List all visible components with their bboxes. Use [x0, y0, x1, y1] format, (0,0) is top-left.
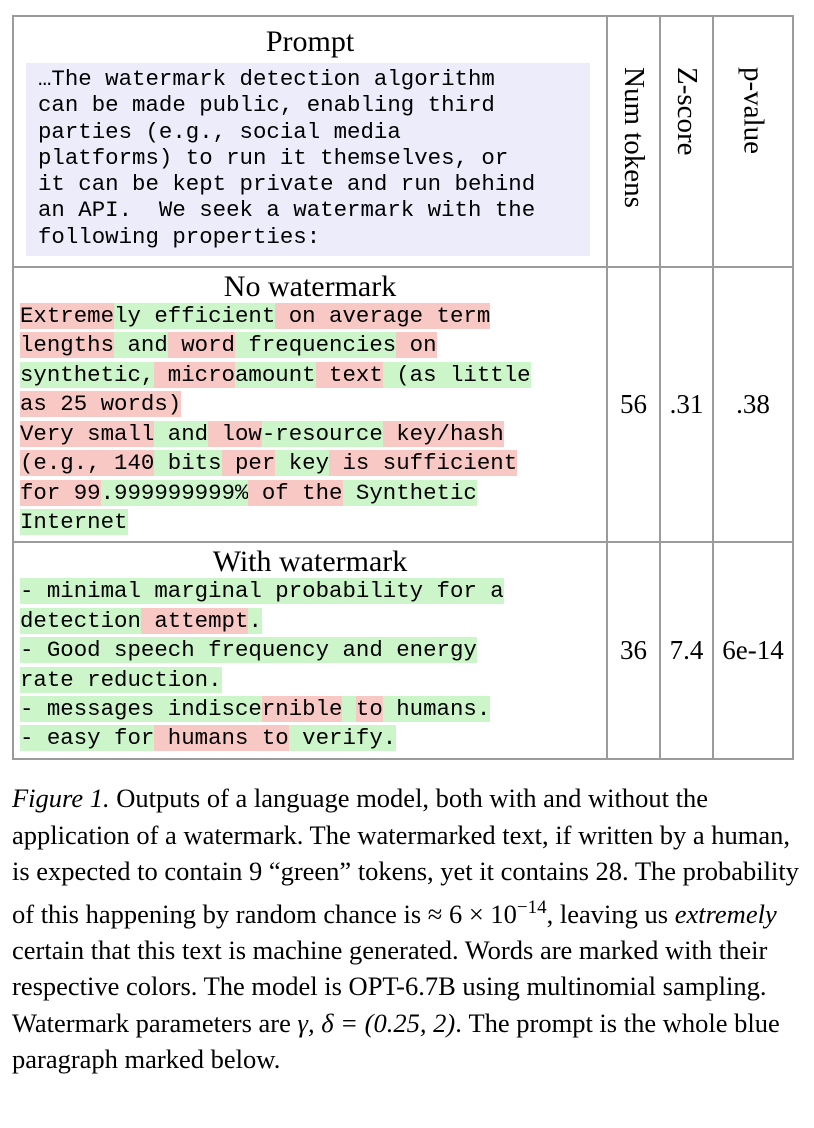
- z-score-header-label: Z-score: [671, 67, 703, 156]
- green-token: frequencies: [235, 332, 397, 359]
- green-token: key: [275, 450, 330, 477]
- token-line: [20, 607, 606, 636]
- token-line: [20, 577, 606, 606]
- green-token: synthetic,: [20, 361, 155, 388]
- red-token: word: [167, 332, 235, 359]
- prompt-text: …The watermark detection algorithm can be made public, enabling third parties (e.g., social media platforms) to run it themselves, or it can be kept private and run behind an API. We seek a watermark with the following properties:: [26, 63, 590, 256]
- caption-label: Figure 1.: [12, 783, 110, 813]
- green-token: -resource: [261, 420, 383, 447]
- token-line: [20, 361, 606, 390]
- green-token: - easy for: [20, 725, 155, 752]
- p-value-header: [713, 16, 793, 267]
- red-token: low: [208, 420, 262, 447]
- red-token: of the: [248, 479, 343, 506]
- green-token: Internet: [20, 508, 128, 535]
- green-token: amount: [235, 361, 316, 388]
- figure-table: [12, 15, 794, 760]
- caption-text-1: Outputs of a language model, both with and without the application of a watermark. The watermarked text, if written by a human, is expected to contain 9 “green” tokens, yet it contains 28. The probability of this happening by random chance is: [12, 783, 799, 929]
- z-score-header: [660, 16, 713, 267]
- token-line: [20, 695, 606, 724]
- red-token: (e.g., 140: [20, 450, 155, 477]
- green-token: .: [248, 607, 262, 634]
- prompt-title: Prompt: [265, 25, 355, 58]
- green-token: ly efficient: [114, 303, 276, 330]
- figure-caption: [12, 780, 804, 1078]
- red-token: text: [315, 361, 383, 388]
- red-token: Very small: [20, 420, 155, 447]
- caption-text-3: certain that this text is machine generated. Words are marked with their respective colors. The model is OPT-6.7B using multinomial sampling. Watermark parameters are: [12, 934, 768, 1038]
- green-token: bits: [154, 450, 222, 477]
- token-line: [20, 479, 606, 508]
- with-watermark-title: With watermark: [212, 545, 408, 579]
- green-token: detection: [20, 607, 141, 634]
- token-line: [20, 636, 606, 665]
- caption-emphasis: extremely: [674, 898, 777, 929]
- no-watermark-title: No watermark: [223, 270, 397, 304]
- caption-math-approx: ≈ 6 × 10: [427, 898, 517, 929]
- red-token: attempt: [140, 607, 249, 634]
- green-token: verify.: [288, 725, 397, 752]
- green-token: - minimal marginal probability for a: [20, 578, 504, 605]
- red-token: micro: [154, 361, 235, 388]
- with-watermark-z-score: 7.4: [660, 542, 713, 758]
- green-token: and: [154, 420, 209, 447]
- green-token: humans.: [382, 695, 491, 722]
- num-tokens-header: [607, 16, 660, 267]
- red-token: to: [355, 695, 383, 722]
- red-token: is sufficient: [329, 450, 518, 477]
- red-token: humans to: [154, 725, 289, 752]
- green-token: Synthetic: [342, 479, 477, 506]
- red-token: as 25 words): [20, 391, 182, 418]
- token-line: [20, 449, 606, 478]
- caption-text-2: , leaving us: [546, 898, 675, 929]
- red-token: per: [221, 450, 276, 477]
- red-token: for 99: [20, 479, 101, 506]
- no-watermark-text: [20, 302, 606, 537]
- red-token: on: [396, 332, 437, 359]
- green-token: (as little: [382, 361, 531, 388]
- token-line: [20, 302, 606, 331]
- red-token: lengths: [20, 332, 115, 359]
- with-watermark-p-value: 6e-14: [713, 542, 793, 758]
- green-token: - Good speech frequency and energy: [20, 637, 477, 664]
- with-watermark-text: [20, 577, 606, 753]
- num-tokens-header-label: Num tokens: [618, 67, 650, 208]
- token-line: [20, 420, 606, 449]
- red-token: rnible: [261, 695, 343, 722]
- no-watermark-z-score: .31: [660, 267, 713, 542]
- green-token: rate reduction.: [20, 666, 222, 693]
- green-token: and: [114, 332, 168, 359]
- red-token: key/hash: [382, 420, 504, 447]
- token-line: [20, 390, 606, 419]
- green-token: .999999999%: [100, 479, 249, 506]
- no-watermark-cell: [13, 267, 607, 542]
- caption-math-exponent: −14: [516, 896, 547, 918]
- caption-math-params: γ, δ = (0.25, 2): [297, 1007, 456, 1038]
- red-token: on average term: [275, 303, 491, 330]
- token-line: [20, 724, 606, 753]
- red-token: Extreme: [20, 303, 115, 330]
- prompt-cell: [13, 16, 607, 267]
- token-line: [20, 331, 606, 360]
- token-line: [20, 508, 606, 537]
- with-watermark-cell: [13, 542, 607, 758]
- p-value-header-label: p-value: [737, 67, 770, 154]
- token-line: [20, 666, 606, 695]
- no-watermark-p-value: .38: [713, 267, 793, 542]
- caption-text-4: . The prompt is the whole blue paragraph marked below.: [12, 1007, 780, 1075]
- no-watermark-num-tokens: 56: [607, 267, 660, 542]
- with-watermark-num-tokens: 36: [607, 542, 660, 758]
- green-token: - messages indisce: [20, 695, 262, 722]
- green-token: [342, 696, 355, 722]
